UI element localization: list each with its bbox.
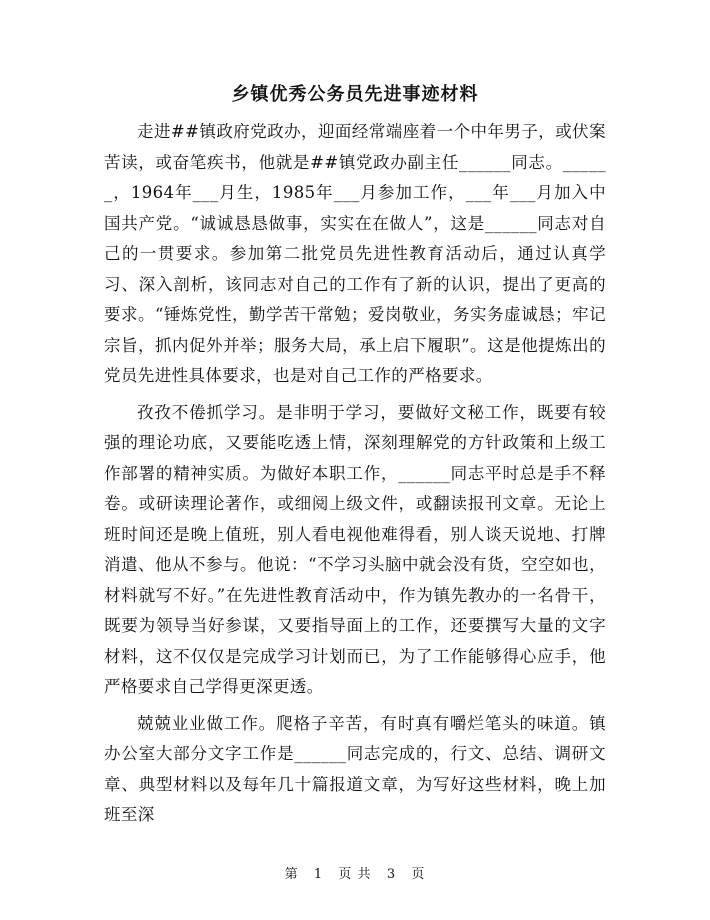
paragraph-work: 兢兢业业做工作。爬格子辛苦，有时真有嚼烂笔头的味道。镇办公室大部分文字工作是______同志完成的，行文、总结、调研文章、典型材料以及每年几十篇报道文章，为写好这些材料，晚上加班至深 [104, 713, 606, 824]
document-body [104, 117, 606, 831]
footer-suffix: 页 [411, 867, 426, 882]
paragraph-study: 孜孜不倦抓学习。是非明于学习，要做好文秘工作，既要有较强的理论功底，又要能吃透上情，深刻理解党的方针政策和上级工作部署的精神实质。为做好本职工作，______同志平时总是手不释卷。或研读理论著作，或细阅上级文件，或翻读报刊文章。无论上班时间还是晚上值班，别人看电视他难得看，别人谈天说地、打牌消遣、他从不参与。他说：“不学习头脑中就会没有货，空空如也，材料就写不好。”在先进性教育活动中，作为镇先教办的一名骨干，既要为领导当好参谋，又要指导面上的工作，还要撰写大量的文字材料，这不仅仅是完成学习计划而已，为了工作能够得心应手，他严格要求自己学得更深更透。 [104, 402, 606, 696]
footer-prefix: 第 [284, 867, 299, 882]
current-page-number: 1 [313, 867, 324, 882]
total-pages-number: 3 [386, 867, 397, 882]
paragraph-intro: 走进##镇政府党政办，迎面经常端座着一个中年男子，或伏案苦读，或奋笔疾书，他就是##镇党政办副主任______同志。______，1964年___月生，1985年___月参加工作，___年___月加入中国共产党。“诚诚恳恳做事，实实在在做人”，这是______同志对自己的一贯要求。参加第二批党员先进性教育活动后，通过认真学习、深入剖析，该同志对自己的工作有了新的认识，提出了更高的要求。“锤炼党性，勤学苦干常勉；爱岗敬业，务实务虚诚恳；牢记宗旨，抓内促外并举；服务大局，承上启下履职”。这是他提炼出的党员先进性具体要求，也是对自己工作的严格要求。 [104, 122, 606, 385]
footer-mid: 页 共 [338, 867, 372, 882]
page-footer [0, 866, 710, 884]
document-title: 乡镇优秀公务员先进事迹材料 [231, 84, 479, 105]
